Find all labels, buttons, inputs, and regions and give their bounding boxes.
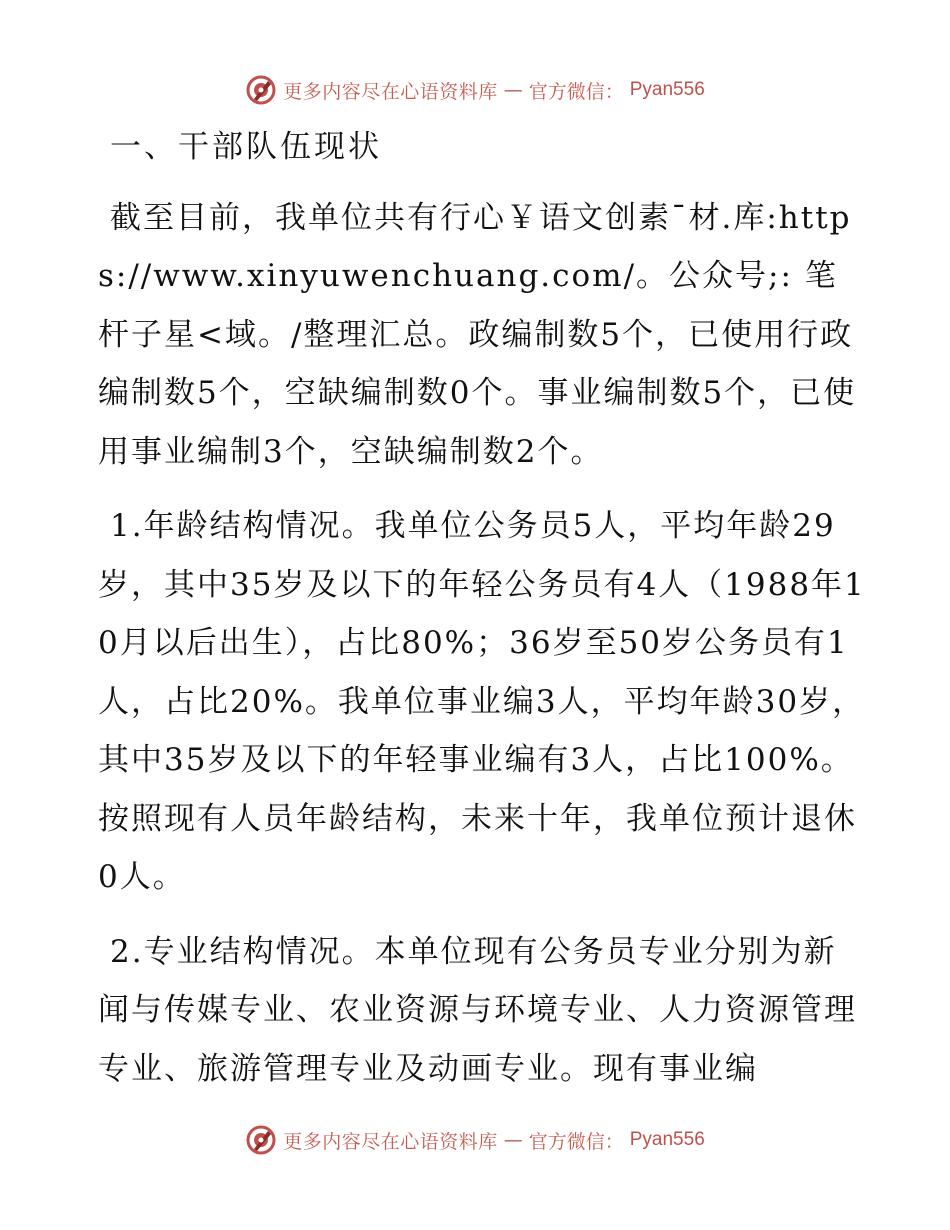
- watermark-wechat-label: 官方微信：: [528, 80, 624, 103]
- paragraph-age-structure: 1.年龄结构情况。我单位公务员5人，平均年龄29岁，其中35岁及以下的年轻公务员有4人（1988年10月以后出生），占比80%；36岁至50岁公务员有1人，占比20%。我单位事业编3人，平均年龄30岁，其中35岁及以下的年轻事业编有3人，占比100%。按照现有人员年龄结构，未来十年，我单位预计退休0人。: [98, 508, 866, 895]
- watermark-wechat-id: Pyan556: [629, 79, 705, 100]
- document-body: [98, 118, 868, 1114]
- watermark-text: 更多内容尽在心语资料库: [283, 80, 498, 103]
- watermark-separator: —: [503, 1129, 523, 1151]
- watermark-text: 更多内容尽在心语资料库: [283, 1130, 498, 1153]
- pen-logo-icon: [245, 1124, 277, 1156]
- watermark-separator: —: [503, 79, 523, 101]
- paragraph-overview: 截至目前，我单位共有行心￥语文创素¯材.库:https://www.xinyuwenchuang.com/。公众号;: 笔杆子星<域。/整理汇总。政编制数5个，已使用行政编制数5个，空缺编制数0个。事业编制数5个，已使用事业编制3个，空缺编制数2个。: [98, 199, 857, 470]
- paragraph-professional-structure: 2.专业结构情况。本单位现有公务员专业分别为新闻与传媒专业、农业资源与环境专业、人力资源管理专业、旅游管理专业及动画专业。现有事业编: [98, 933, 857, 1087]
- watermark-footer: [0, 1124, 950, 1156]
- section-heading: 一、干部队伍现状: [110, 129, 382, 165]
- watermark-wechat-label: 官方微信：: [528, 1130, 624, 1153]
- watermark-wechat-id: Pyan556: [629, 1129, 705, 1150]
- pen-logo-icon: [245, 74, 277, 106]
- watermark-header: [0, 74, 950, 106]
